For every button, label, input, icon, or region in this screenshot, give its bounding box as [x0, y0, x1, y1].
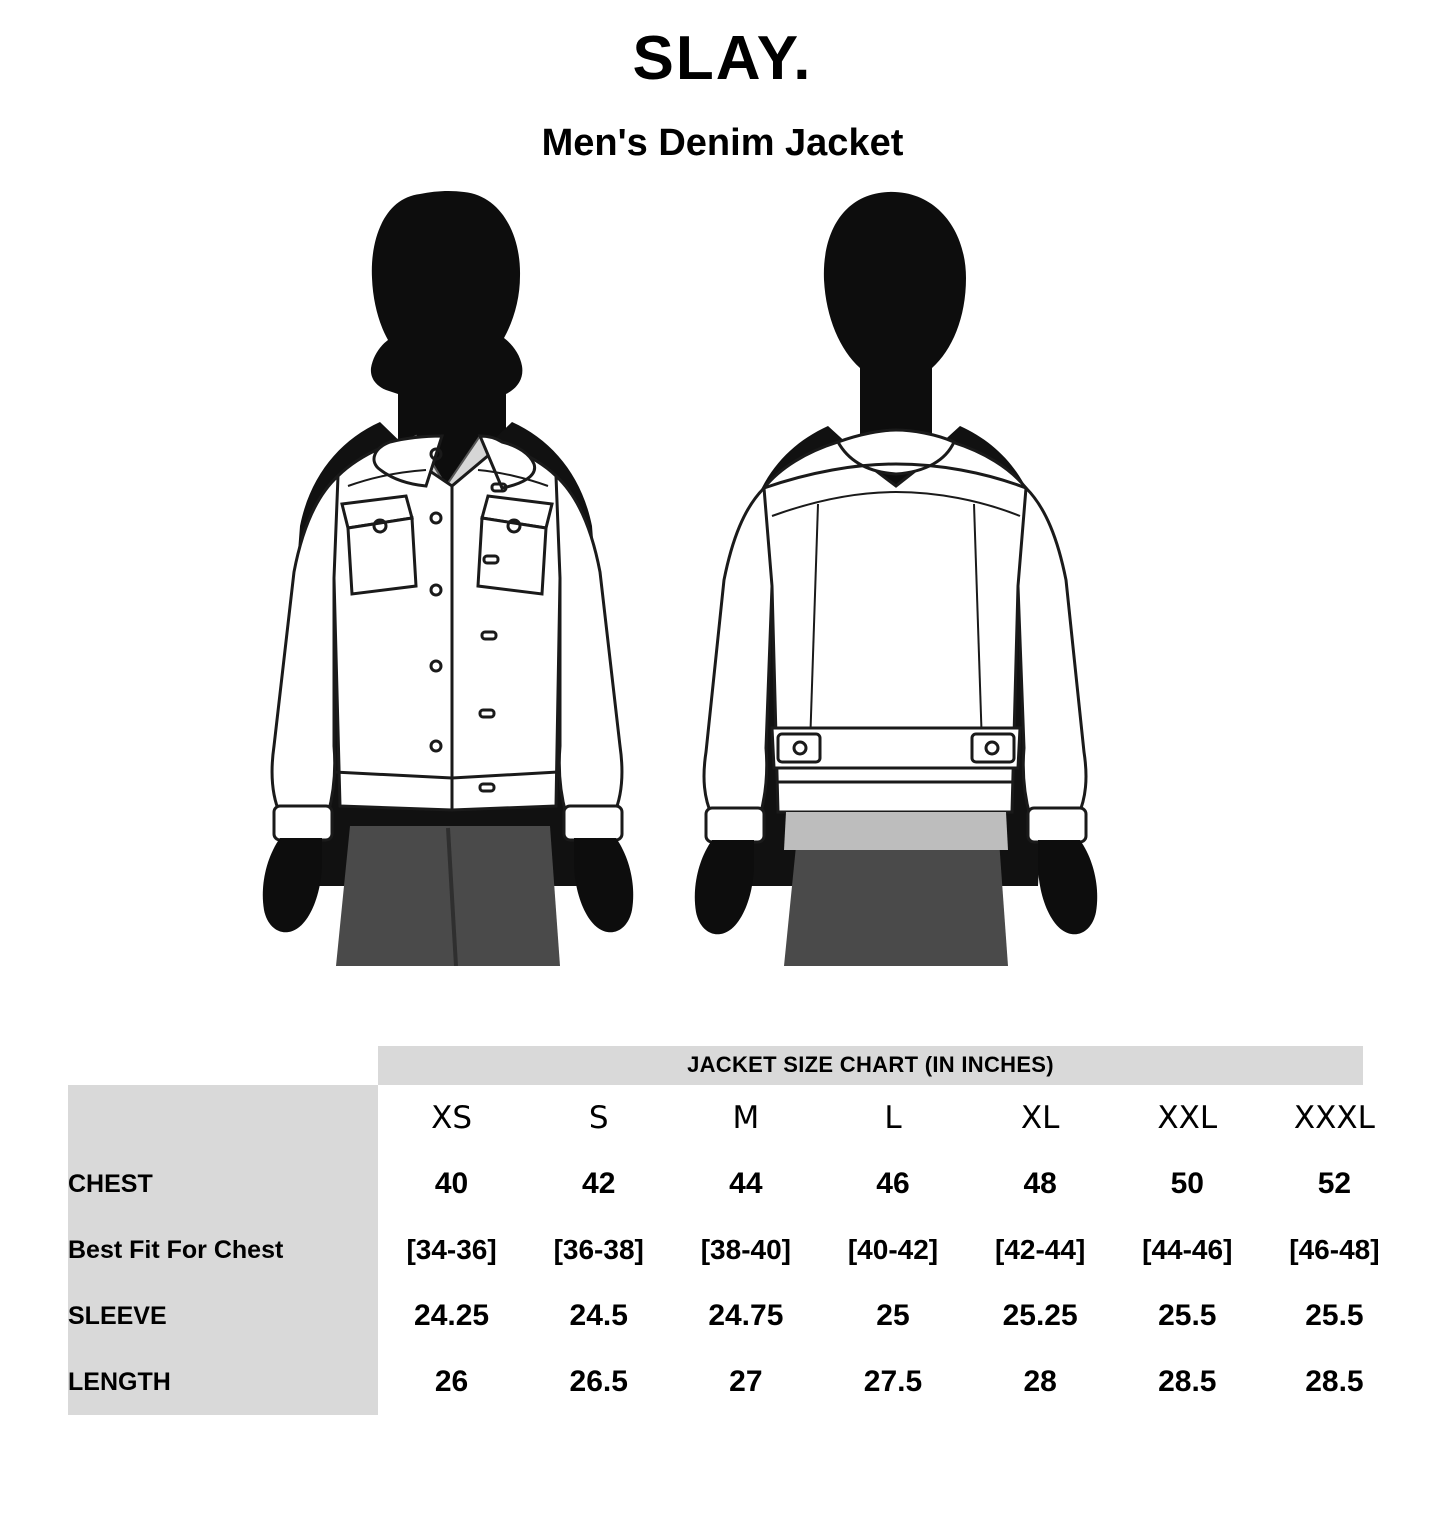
best-fit-xxl: [44-46] — [1142, 1234, 1233, 1265]
chest-xs: 40 — [434, 1167, 469, 1200]
chest-xxxl: 52 — [1317, 1167, 1352, 1200]
sleeve-xxl: 25.5 — [1158, 1299, 1217, 1332]
size-header-l: L — [884, 1100, 902, 1136]
chest-xxl: 50 — [1170, 1167, 1204, 1200]
size-header-xs: XS — [431, 1100, 473, 1136]
best-fit-s: [36-38] — [553, 1234, 644, 1265]
best-fit-xl: [42-44] — [995, 1234, 1086, 1265]
table-row-length — [68, 1349, 1408, 1415]
row-label-length: LENGTH — [68, 1349, 378, 1415]
length-xl: 28 — [1023, 1365, 1057, 1398]
length-xs: 26 — [434, 1365, 469, 1398]
header-corner-cell — [68, 1085, 378, 1151]
size-header-xl: XL — [1020, 1100, 1060, 1136]
length-s: 26.5 — [569, 1365, 628, 1398]
sleeve-xs: 24.25 — [414, 1299, 490, 1332]
best-fit-m: [38-40] — [700, 1234, 791, 1265]
chest-l: 46 — [876, 1167, 910, 1200]
sleeve-s: 24.5 — [569, 1299, 628, 1332]
size-header-xxl: XXL — [1157, 1100, 1218, 1136]
best-fit-l: [40-42] — [847, 1234, 939, 1265]
size-guide-page — [0, 24, 1445, 1398]
jacket-illustrations — [0, 186, 1445, 976]
length-xxl: 28.5 — [1158, 1365, 1217, 1398]
chest-xl: 48 — [1023, 1167, 1057, 1200]
table-header-row — [68, 1085, 1408, 1151]
table-row-sleeve — [68, 1283, 1408, 1349]
product-title: Men's Denim Jacket — [541, 122, 904, 164]
table-row-chest — [68, 1151, 1408, 1217]
row-label-chest: CHEST — [68, 1151, 378, 1217]
sleeve-l: 25 — [876, 1299, 910, 1332]
size-header-s: S — [588, 1100, 609, 1136]
row-label-best-fit: Best Fit For Chest — [68, 1217, 378, 1283]
table-row-best-fit — [68, 1217, 1408, 1283]
best-fit-xxxl: [46-48] — [1289, 1234, 1380, 1265]
length-m: 27 — [729, 1365, 763, 1398]
jacket-front-illustration — [230, 186, 700, 971]
brand-title: SLAY. — [632, 24, 813, 93]
size-header-m: M — [732, 1100, 760, 1136]
size-chart-table — [68, 1085, 1408, 1415]
length-xxxl: 28.5 — [1305, 1365, 1364, 1398]
length-l: 27.5 — [863, 1365, 923, 1398]
sleeve-xxxl: 25.5 — [1305, 1299, 1364, 1332]
chest-s: 42 — [582, 1167, 616, 1200]
jacket-back-illustration — [660, 186, 1130, 971]
size-header-xxxl: XXXL — [1293, 1100, 1375, 1136]
sleeve-m: 24.75 — [708, 1299, 784, 1332]
sleeve-xl: 25.25 — [1002, 1299, 1078, 1332]
chest-m: 44 — [729, 1167, 763, 1200]
size-chart-title: JACKET SIZE CHART (IN INCHES) — [378, 1046, 1363, 1085]
best-fit-xs: [34-36] — [406, 1234, 497, 1265]
row-label-sleeve: SLEEVE — [68, 1283, 378, 1349]
size-chart — [0, 1046, 1445, 1415]
